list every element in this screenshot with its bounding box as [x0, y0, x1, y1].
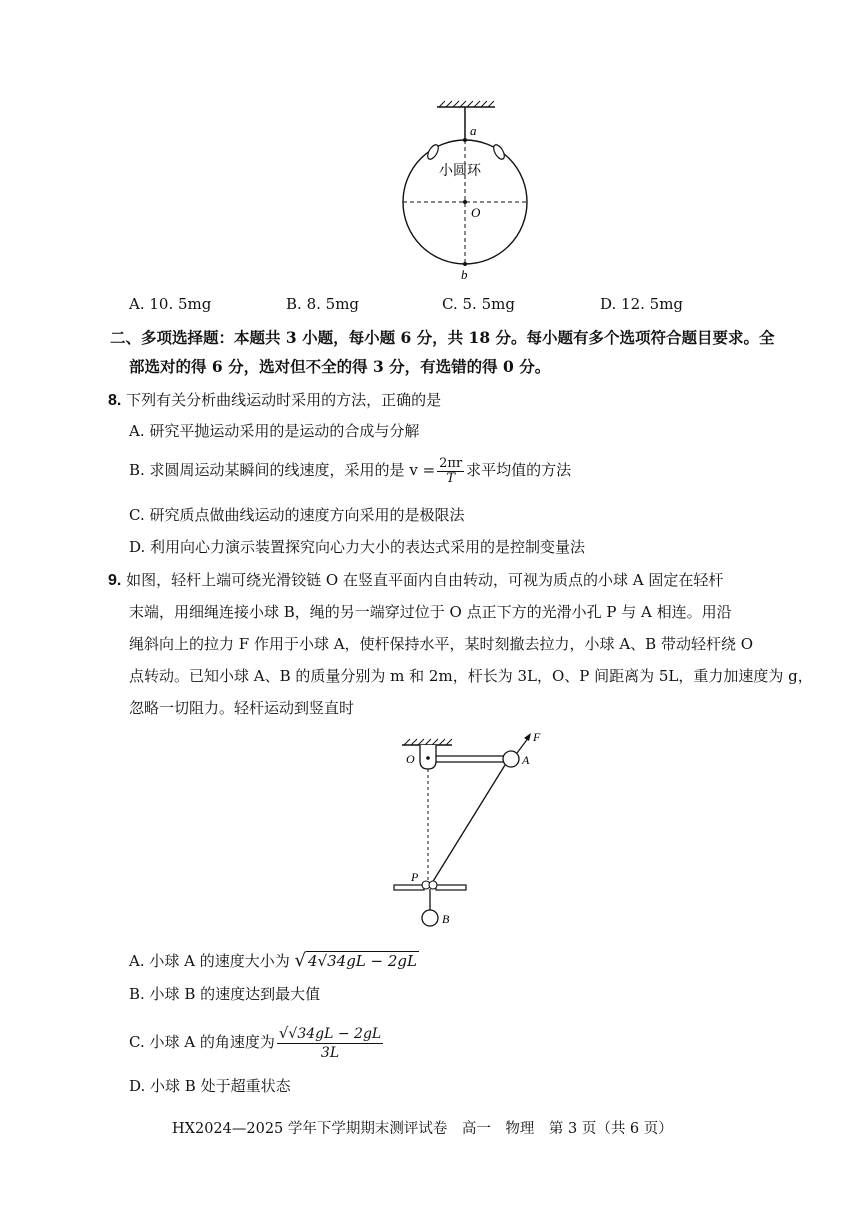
label-O: O	[471, 205, 481, 220]
q8-option-c: C. 研究质点做曲线运动的速度方向采用的是极限法	[129, 506, 465, 524]
q7-option-d: D. 12. 5mg	[600, 295, 684, 313]
circle-figure	[395, 95, 545, 285]
q8-number: 8.	[108, 392, 122, 409]
q9-stem-line4: 点转动。已知小球 A、B 的质量分别为 m 和 2m，杆长为 3L，O、P 间距离为 5L，重力加速度为 g，	[129, 667, 813, 685]
section-heading-line1: 二、多项选择题：本题共 3 小题，每小题 6 分，共 18 分。每小题有多个选项符合题目要求。全	[110, 328, 775, 347]
q9-number: 9.	[108, 572, 122, 589]
fig2-label-P: P	[411, 870, 419, 884]
rod-figure	[390, 725, 560, 935]
q9-option-b: B. 小球 B 的速度达到最大值	[129, 985, 321, 1003]
q7-option-c: C. 5. 5mg	[442, 295, 515, 313]
q7-option-b: B. 8. 5mg	[286, 295, 360, 313]
fig2-label-F: F	[533, 730, 541, 744]
q8-option-b: B. 求圆周运动某瞬间的线速度，采用的是 v = $\frac{2\pi r}{T}$ 求平均值的方法	[129, 455, 572, 486]
q9-option-a: A. 小球 A 的速度大小为 √ 4√34gL − 2gL	[129, 950, 417, 971]
fig2-label-O: O	[406, 752, 415, 766]
q9-stem-line5: 忽略一切阻力。轻杆运动到竖直时	[129, 699, 355, 717]
q9-stem-line1: 9. 如图，轻杆上端可绕光滑铰链 O 在竖直平面内自由转动，可视为质点的小球 A 固定在轻杆	[108, 571, 724, 589]
q8-stem: 8. 下列有关分析曲线运动时采用的方法，正确的是	[108, 391, 442, 409]
fig2-label-A: A	[522, 753, 530, 767]
ring-label: 小圆环	[439, 164, 481, 179]
q9-option-d: D. 小球 B 处于超重状态	[129, 1077, 291, 1095]
q8-option-d: D. 利用向心力演示装置探究向心力大小的表达式采用的是控制变量法	[129, 538, 586, 556]
q9-stem-line3: 绳斜向上的拉力 F 作用于小球 A，使杆保持水平，某时刻撤去拉力，小球 A、B 带动轻杆绕 O	[129, 635, 754, 653]
label-b: b	[461, 267, 468, 282]
fig2-label-B: B	[442, 912, 450, 926]
label-a: a	[470, 123, 477, 138]
section-heading-line2: 部选对的得 6 分，选对但不全的得 3 分，有选错的得 0 分。	[129, 357, 551, 376]
q7-option-a: A. 10. 5mg	[129, 295, 212, 313]
page-footer: HX2024—2025 学年下学期期末测评试卷 高一 物理 第 3 页（共 6 页）	[172, 1121, 673, 1137]
q9-stem-line2: 末端，用细绳连接小球 B，绳的另一端穿过位于 O 点正下方的光滑小孔 P 与 A 相连。用沿	[129, 603, 732, 621]
q9-option-c: C. 小球 A 的角速度为 $\frac{√√34gL - 2gL}{3L}$	[129, 1024, 382, 1061]
q8-option-a: A. 研究平抛运动采用的是运动的合成与分解	[129, 422, 420, 440]
